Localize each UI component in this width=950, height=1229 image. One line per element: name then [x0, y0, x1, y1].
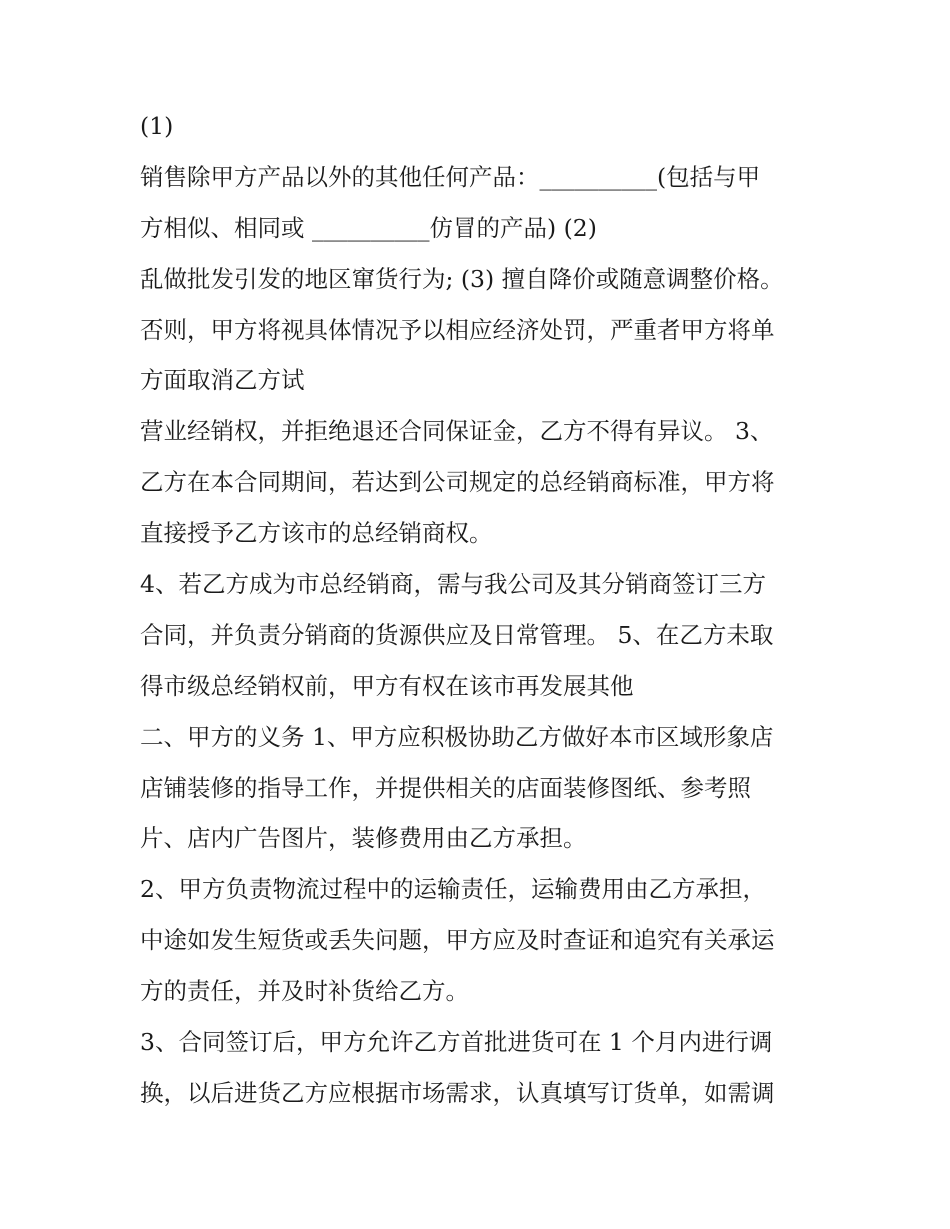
text-line: 方的责任，并及时补货给乙方。 [140, 977, 469, 1006]
text-line: 得市级总经销权前，甲方有权在该市再发展其他 [140, 671, 634, 700]
text-line: 二、甲方的义务 1、甲方应积极协助乙方做好本市区域形象店 [140, 722, 774, 751]
text-line: 片、店内广告图片，装修费用由乙方承担。 [140, 824, 587, 853]
text-line: 乙方在本合同期间，若达到公司规定的总经销商标准，甲方将 [140, 468, 775, 497]
text-line: 3、合同签订后，甲方允许乙方首批进货可在 1 个月内进行调 [140, 1028, 773, 1057]
text-line: 否则，甲方将视具体情况予以相应经济处罚，严重者甲方将单 [140, 315, 775, 344]
text-line: 中途如发生短货或丢失问题，甲方应及时查证和追究有关承运 [140, 926, 775, 955]
text-line: 店铺装修的指导工作，并提供相关的店面装修图纸、参考照 [140, 773, 751, 802]
text-line: 换，以后进货乙方应根据市场需求，认真填写订货单，如需调 [140, 1078, 775, 1107]
text-line: 营业经销权，并拒绝退还合同保证金，乙方不得有异议。 3、 [140, 417, 774, 446]
text-line: 方相似、相同或 __________仿冒的产品) (2) [140, 213, 597, 242]
text-line: 2、甲方负责物流过程中的运输责任，运输费用由乙方承担， [140, 875, 766, 904]
text-line: 销售除甲方产品以外的其他任何产品：__________(包括与甲 [140, 162, 761, 191]
text-line: 方面取消乙方试 [140, 366, 305, 395]
contract-text [140, 108, 830, 1126]
text-line: 乱做批发引发的地区窜货行为; (3) 擅自降价或随意调整价格。 [140, 264, 784, 293]
text-line: 合同，并负责分销商的货源供应及日常管理。 5、在乙方未取 [140, 620, 774, 649]
text-line: (1) [140, 112, 174, 140]
text-line: 4、若乙方成为市总经销商，需与我公司及其分销商签订三方 [140, 570, 766, 599]
text-line: 直接授予乙方该市的总经销商权。 [140, 519, 493, 548]
